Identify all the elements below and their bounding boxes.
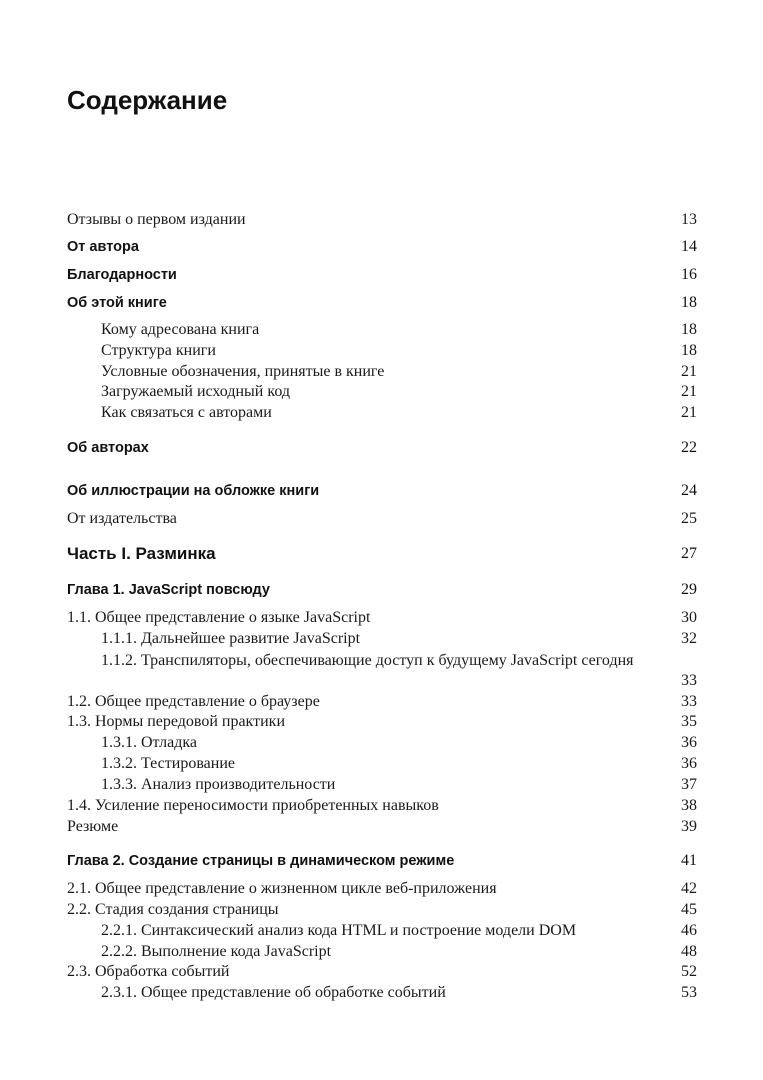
toc-entry-title: Об иллюстрации на обложке книги: [67, 483, 320, 499]
toc-entry-title: Как связаться с авторами: [101, 404, 272, 421]
toc-entry-title: Об этой книге: [67, 295, 167, 311]
toc-entry-title: 2.2.2. Выполнение кода JavaScript: [101, 943, 332, 960]
toc-entry-title: Благодарности: [67, 267, 177, 283]
toc-entry-title: 2.1. Общее представление о жизненном цикле веб-приложения: [67, 880, 497, 897]
toc-entry-page: 25: [681, 510, 697, 527]
toc-entry-page: 18: [681, 321, 697, 338]
toc-entry-title: 2.2. Стадия создания страницы: [67, 901, 279, 918]
toc-entry-page: 33: [681, 672, 697, 689]
toc-entry-page: 13: [681, 211, 697, 228]
toc-entry-title: 1.3. Нормы передовой практики: [67, 713, 286, 730]
toc-entry-page: 45: [681, 901, 697, 918]
toc-entry-title: От издательства: [67, 510, 177, 527]
toc-entry-page: 16: [681, 266, 697, 283]
toc-entry-page: 36: [681, 755, 697, 772]
toc-entry-page: 27: [681, 545, 697, 562]
toc-entry-page: 48: [681, 943, 697, 960]
toc-entry-title: Глава 2. Создание страницы в динамическом режиме: [67, 853, 455, 869]
toc-entry-page: 21: [681, 363, 697, 380]
toc-entry-page: 22: [681, 439, 697, 456]
toc-entry-title: Об авторах: [67, 440, 149, 456]
toc-entry-page: 39: [681, 818, 697, 835]
toc-entry-title: Кому адресована книга: [101, 321, 260, 338]
toc-entry-title: 2.2.1. Синтаксический анализ кода HTML и построение модели DOM: [101, 922, 577, 939]
toc-entry-page: 32: [681, 630, 697, 647]
toc-entry-page: 33: [681, 693, 697, 710]
toc-entry-title: 1.2. Общее представление о браузере: [67, 693, 320, 710]
toc-entry-title: Отзывы о первом издании: [67, 211, 246, 228]
toc-entry-page: 41: [681, 852, 697, 869]
toc-entry-title: Резюме: [67, 818, 119, 835]
toc-entry-page: 14: [681, 238, 697, 255]
toc-entry-title: 2.3. Обработка событий: [67, 963, 230, 980]
toc-entry-page: 18: [681, 294, 697, 311]
toc-entry-title: От автора: [67, 239, 139, 255]
toc-entry-page: 36: [681, 734, 697, 751]
toc-entry-page: 35: [681, 713, 697, 730]
page-title: Содержание: [67, 85, 228, 115]
toc-entry-title: 1.3.2. Тестирование: [101, 755, 235, 772]
toc-entry-title: Условные обозначения, принятые в книге: [101, 363, 385, 380]
toc-entry-title: 1.1. Общее представление о языке JavaScript: [67, 609, 371, 626]
toc-entry-page: 24: [681, 482, 697, 499]
toc-entry-page: 38: [681, 797, 697, 814]
toc-entry-page: 18: [681, 342, 697, 359]
toc-entry-page: 46: [681, 922, 697, 939]
toc-entry-page: 42: [681, 880, 697, 897]
toc-entry-title: Часть I. Разминка: [67, 544, 216, 563]
toc-entry-title: 1.3.3. Анализ производительности: [101, 776, 336, 793]
toc-entry-page: 21: [681, 404, 697, 421]
toc-entry-page: 37: [681, 776, 697, 793]
toc-entry-title: 1.1.2. Транспиляторы, обеспечивающие доступ к будущему JavaScript сегодня: [101, 652, 634, 669]
toc-entry-title: 1.3.1. Отладка: [101, 734, 198, 751]
toc-entry-title: 1.4. Усиление переносимости приобретенных навыков: [67, 797, 439, 814]
toc-entry-page: 21: [681, 383, 697, 400]
toc-entry-title: Загружаемый исходный код: [101, 383, 290, 400]
toc-entry-title: 2.3.1. Общее представление об обработке событий: [101, 984, 446, 1001]
toc-entry-page: 52: [681, 963, 697, 980]
toc-entry-title: Глава 1. JavaScript повсюду: [67, 582, 270, 598]
toc-entry-title: Структура книги: [101, 342, 216, 359]
toc-entry-title: 1.1.1. Дальнейшее развитие JavaScript: [101, 630, 361, 647]
toc-entry-page: 53: [681, 984, 697, 1001]
toc-entry-page: 29: [681, 581, 697, 598]
toc-entry-page: 30: [681, 609, 697, 626]
